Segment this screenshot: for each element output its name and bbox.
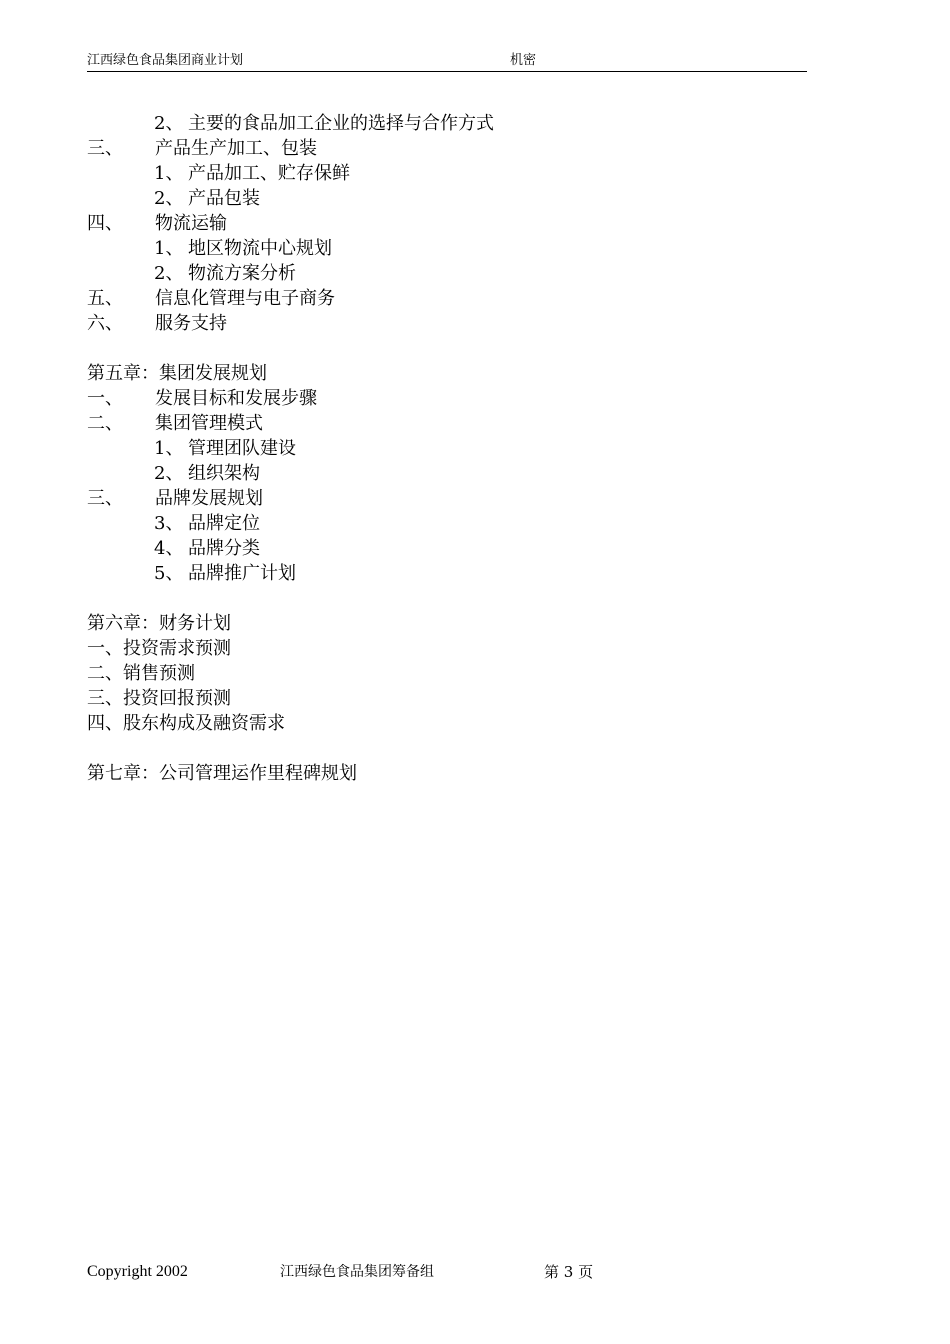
toc-item-number: 4、 xyxy=(154,538,184,559)
toc-subsection-item xyxy=(87,536,807,561)
header-title: 江西绿色食品集团商业计划 xyxy=(87,53,244,68)
toc-subsection-item xyxy=(87,186,807,211)
toc-section-item xyxy=(87,211,807,236)
footer-organization: 江西绿色食品集团筹备组 xyxy=(280,1264,434,1280)
header-confidential-label: 机密 xyxy=(510,53,537,68)
toc-subsection-item xyxy=(87,561,807,586)
toc-subsection-item xyxy=(87,111,807,136)
toc-item-number: 四、 xyxy=(87,213,123,234)
toc-item-number: 五、 xyxy=(87,288,123,309)
toc-item-number: 三、 xyxy=(87,138,123,159)
toc-item-number: 2、 xyxy=(154,188,184,209)
toc-chapter-text: 第五章：集团发展规划 xyxy=(87,363,267,384)
toc-item-text: 四、股东构成及融资需求 xyxy=(87,713,285,734)
toc-section-item xyxy=(87,636,807,661)
toc-item-text: 组织架构 xyxy=(188,463,260,484)
toc-item-number: 1、 xyxy=(154,438,184,459)
toc-chapter-heading xyxy=(87,361,807,386)
toc-chapter-text: 第七章：公司管理运作里程碑规划 xyxy=(87,763,357,784)
toc-item-number: 1、 xyxy=(154,163,184,184)
toc-section-item xyxy=(87,136,807,161)
toc-subsection-item xyxy=(87,436,807,461)
toc-item-text: 品牌分类 xyxy=(188,538,260,559)
toc-section-item xyxy=(87,386,807,411)
toc-subsection-item xyxy=(87,261,807,286)
toc-spacer xyxy=(87,586,807,611)
toc-item-number: 1、 xyxy=(154,238,184,259)
toc-item-text: 品牌定位 xyxy=(188,513,260,534)
toc-item-text: 品牌发展规划 xyxy=(155,488,263,509)
toc-section-item xyxy=(87,686,807,711)
toc-section-item xyxy=(87,286,807,311)
toc-item-text: 产品包装 xyxy=(188,188,260,209)
toc-item-text: 信息化管理与电子商务 xyxy=(155,288,335,309)
toc-item-text: 物流方案分析 xyxy=(188,263,296,284)
toc-item-text: 二、销售预测 xyxy=(87,663,195,684)
toc-item-number: 2、 xyxy=(154,463,184,484)
toc-item-text: 服务支持 xyxy=(155,313,227,334)
toc-subsection-item xyxy=(87,461,807,486)
toc-item-text: 三、投资回报预测 xyxy=(87,688,231,709)
toc-item-text: 产品生产加工、包装 xyxy=(155,138,317,159)
toc-item-number: 二、 xyxy=(87,413,123,434)
toc-item-text: 管理团队建设 xyxy=(188,438,296,459)
toc-item-number: 三、 xyxy=(87,488,123,509)
toc-item-text: 集团管理模式 xyxy=(155,413,263,434)
toc-item-number: 3、 xyxy=(154,513,184,534)
footer-page-number: 第 3 页 xyxy=(544,1263,594,1281)
toc-section-item xyxy=(87,486,807,511)
toc-subsection-item xyxy=(87,236,807,261)
toc-item-text: 品牌推广计划 xyxy=(188,563,296,584)
toc-item-text: 物流运输 xyxy=(155,213,227,234)
toc-item-number: 2、 xyxy=(154,113,184,134)
toc-subsection-item xyxy=(87,511,807,536)
toc-item-text: 地区物流中心规划 xyxy=(188,238,332,259)
toc-spacer xyxy=(87,336,807,361)
toc-section-item xyxy=(87,311,807,336)
table-of-contents xyxy=(87,111,807,786)
toc-section-item xyxy=(87,411,807,436)
toc-spacer xyxy=(87,736,807,761)
toc-section-item xyxy=(87,661,807,686)
toc-chapter-heading xyxy=(87,761,807,786)
toc-section-item xyxy=(87,711,807,736)
toc-item-text: 主要的食品加工企业的选择与合作方式 xyxy=(188,113,494,134)
toc-chapter-text: 第六章：财务计划 xyxy=(87,613,231,634)
footer-copyright: Copyright 2002 xyxy=(87,1263,188,1280)
toc-item-text: 产品加工、贮存保鲜 xyxy=(188,163,350,184)
toc-item-number: 一、 xyxy=(87,388,123,409)
toc-item-number: 5、 xyxy=(154,563,184,584)
toc-item-number: 六、 xyxy=(87,313,123,334)
toc-item-text: 一、投资需求预测 xyxy=(87,638,231,659)
toc-item-number: 2、 xyxy=(154,263,184,284)
page-footer xyxy=(87,1262,807,1282)
toc-chapter-heading xyxy=(87,611,807,636)
toc-subsection-item xyxy=(87,161,807,186)
toc-item-text: 发展目标和发展步骤 xyxy=(155,388,317,409)
page-header xyxy=(87,52,807,72)
